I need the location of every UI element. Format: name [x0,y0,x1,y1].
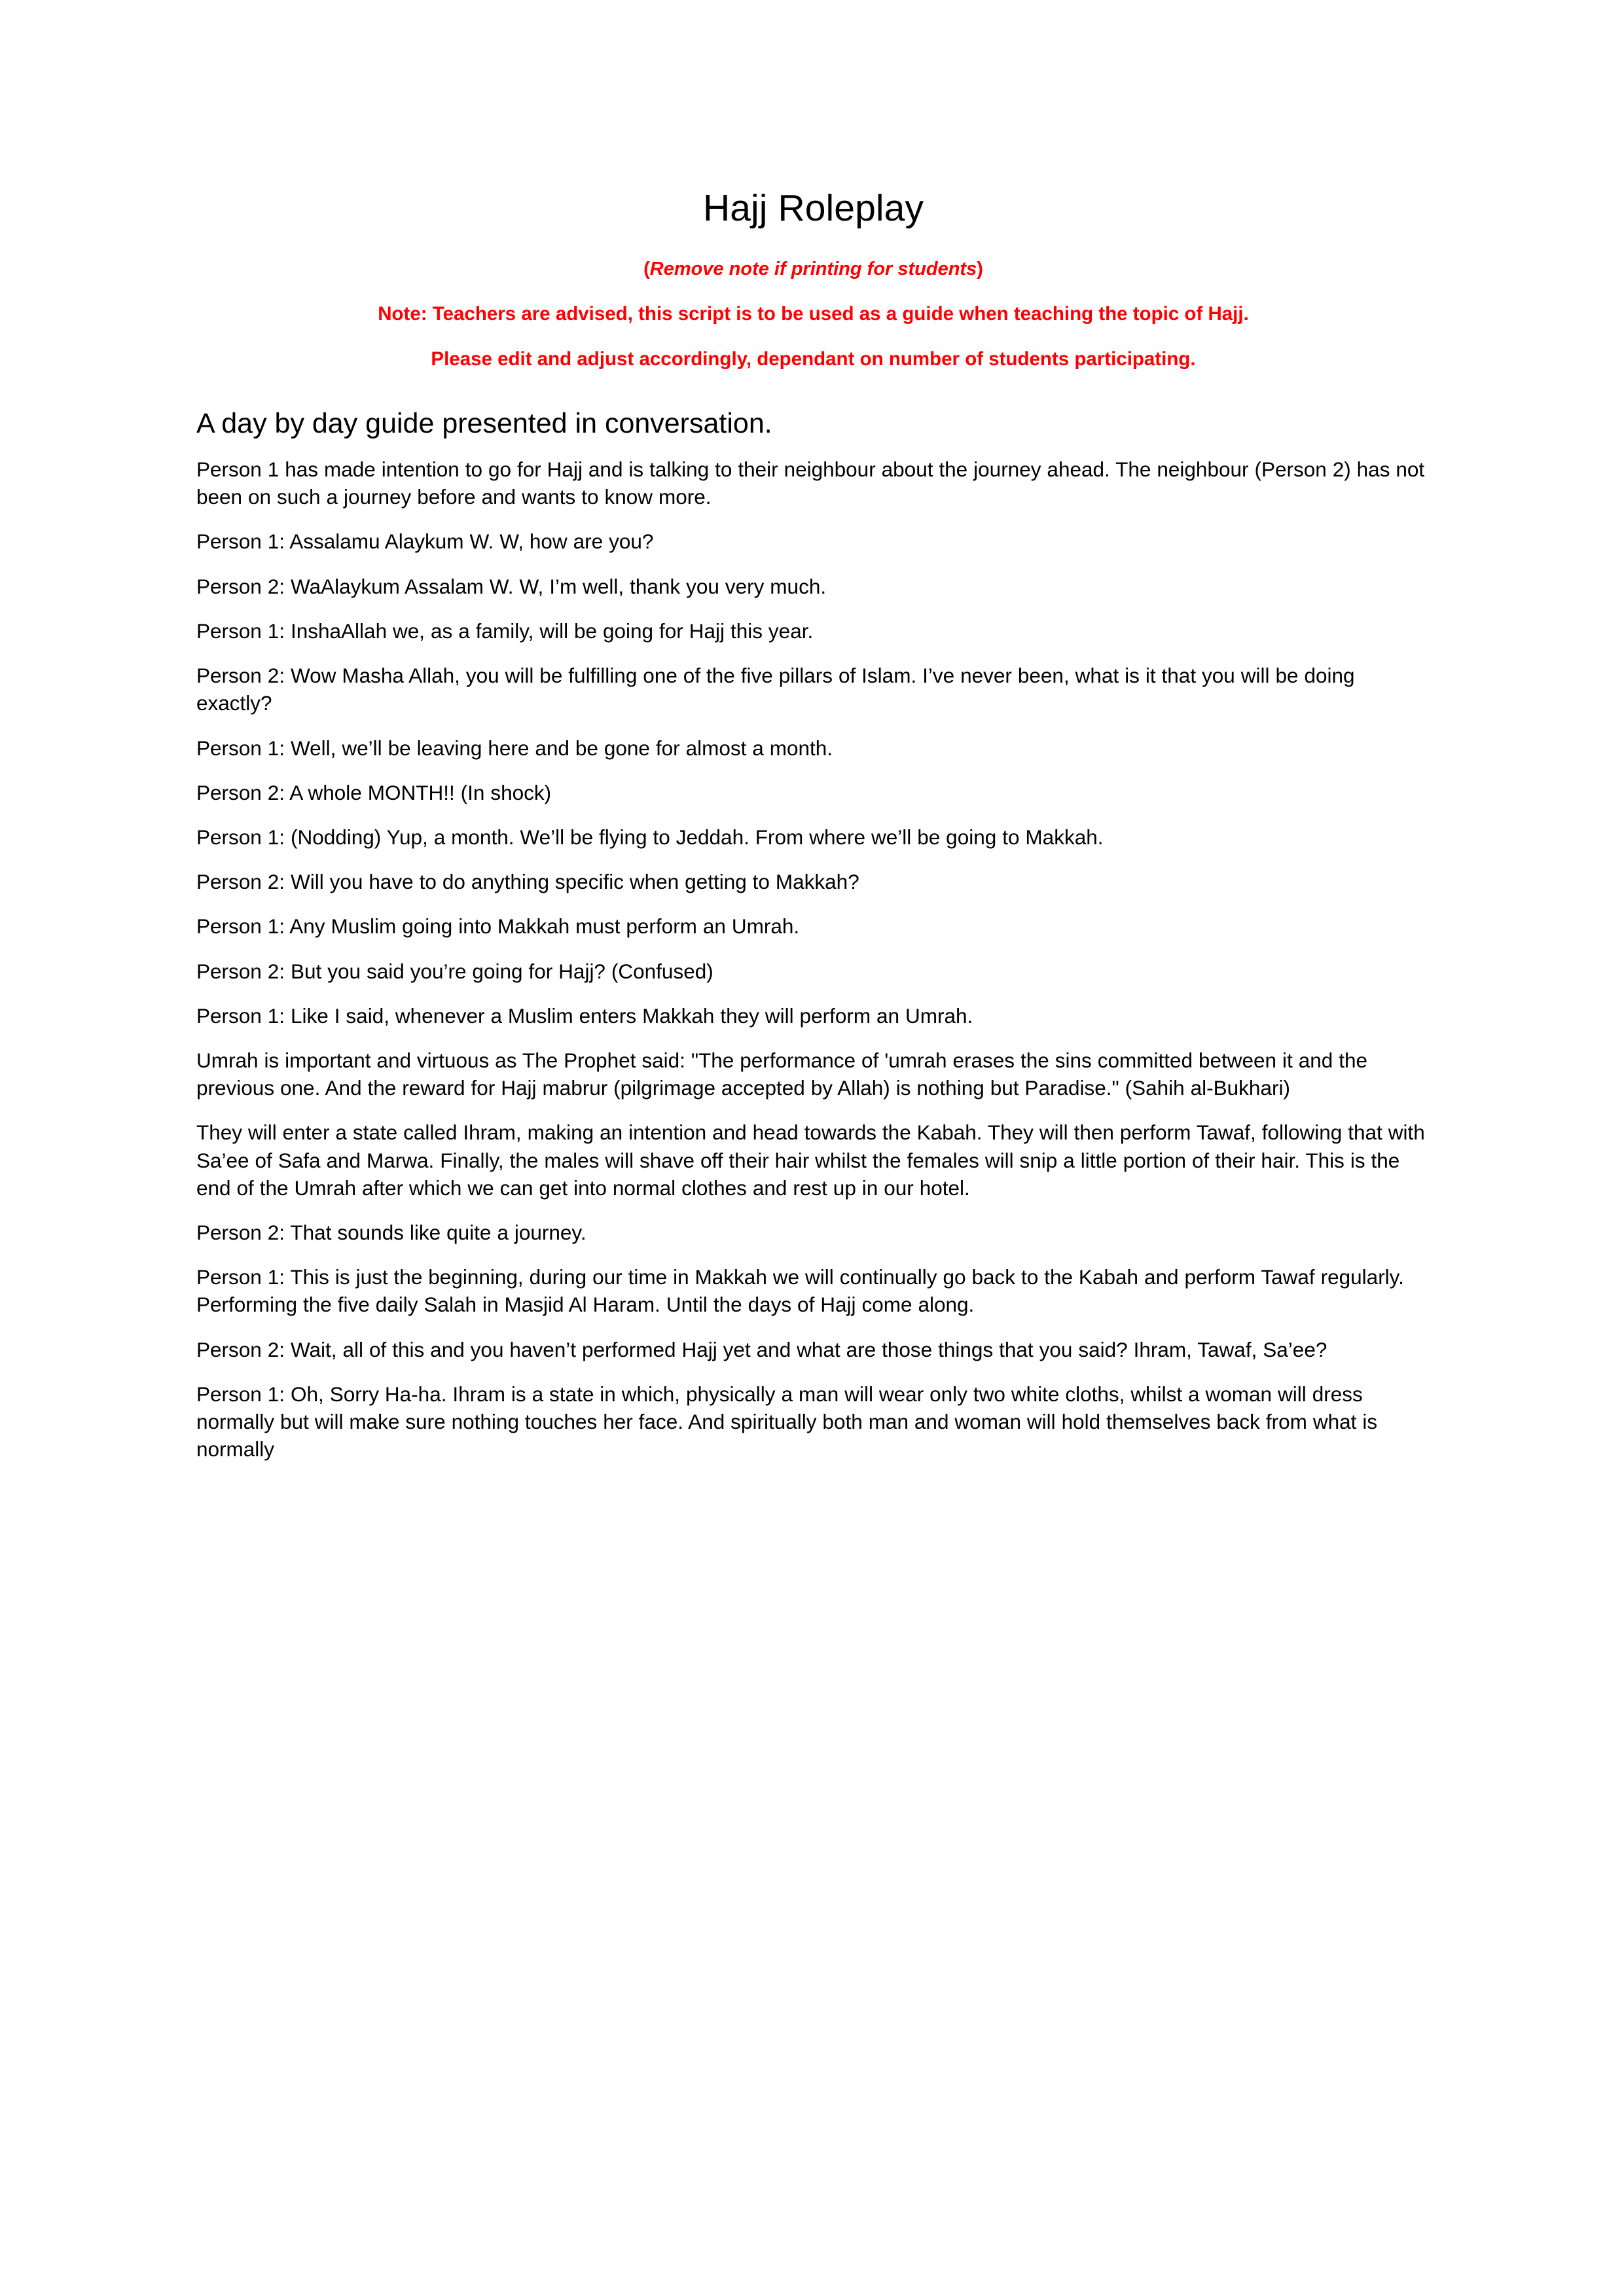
paragraph-hadith: Umrah is important and virtuous as The Prophet said: "The performance of 'umrah erases the sins committed between it and the previous one. And the reward for Hajj mabrur (pilgrimage accepted by Allah) is nothing but Paradise." (Sahih al-Bukhari) [196,1048,1367,1100]
paragraph-line-8: Person 2: Will you have to do anything specific when getting to Makkah? [196,870,859,894]
teacher-note-advice: Note: Teachers are advised, this script is to be used as a guide when teaching the topic of Hajj. [378,302,1249,325]
paragraph-line-10: Person 2: But you said you’re going for Hajj? (Confused) [196,959,713,983]
paragraph-line-11: Person 1: Like I said, whenever a Muslim enters Makkah they will perform an Umrah. [196,1003,973,1028]
paragraph-line-3: Person 1: InshaAllah we, as a family, will be going for Hajj this year. [196,619,814,643]
paragraph-intro: Person 1 has made intention to go for Hajj and is talking to their neighbour about the journey ahead. The neighbour (Person 2) has not been on such a journey before and wants to know more. [196,457,1425,509]
paragraph-line-5: Person 1: Well, we’ll be leaving here and be gone for almost a month. [196,736,833,760]
script-body [196,441,1430,1463]
page-title: Hajj Roleplay [702,187,924,229]
paragraph-line-7: Person 1: (Nodding) Yup, a month. We’ll be flying to Jeddah. From where we’ll be going to Makkah. [196,825,1104,849]
remove-note-text: Remove note if printing for students [649,258,977,279]
paragraph-line-2: Person 2: WaAlaykum Assalam W. W, I’m well, thank you very much. [196,574,827,598]
paragraph-line-14: Person 2: That sounds like quite a journey. [196,1220,586,1244]
paragraph-line-16: Person 2: Wait, all of this and you haven’t performed Hajj yet and what are those things that you said? Ihram, Tawaf, Sa’ee? [196,1337,1327,1361]
document-content [196,0,1430,1463]
paragraph-line-4: Person 2: Wow Masha Allah, you will be fulfilling one of the five pillars of Islam. I’ve never been, what is it that you will be doing exactly? [196,664,1355,715]
teacher-note-edit: Please edit and adjust accordingly, dependant on number of students participating. [431,348,1196,370]
paragraph-line-9: Person 1: Any Muslim going into Makkah must perform an Umrah. [196,914,800,939]
section-heading: A day by day guide presented in conversation. [196,408,772,440]
paragraph-line-1: Person 1: Assalamu Alaykum W. W, how are you? [196,529,654,554]
paragraph-line-6: Person 2: A whole MONTH!! (In shock) [196,780,552,804]
remove-note-open-paren: ( [643,258,650,279]
paragraph-line-15: Person 1: This is just the beginning, during our time in Makkah we will continually go back to the Kabah and perform Tawaf regularly. Performing the five daily Salah in Masjid Al Haram. Until the days of Hajj come along. [196,1265,1404,1317]
remove-note-close-paren: ) [977,258,983,279]
paragraph-ihram-desc: They will enter a state called Ihram, making an intention and head towards the Kabah. They will then perform Tawaf, following that with Sa’ee of Safa and Marwa. Finally, the males will shave off their hair whilst the females will snip a little portion of their hair. This is the end of the Umrah after which we can get into normal clothes and rest up in our hotel. [196,1121,1425,1200]
paragraph-line-17: Person 1: Oh, Sorry Ha-ha. Ihram is a state in which, physically a man will wear only two white cloths, whilst a woman will dress normally but will make sure nothing touches her face. And spiritually both man and woman will hold themselves back from what is normally [196,1382,1378,1462]
teacher-note-remove [196,230,1430,281]
